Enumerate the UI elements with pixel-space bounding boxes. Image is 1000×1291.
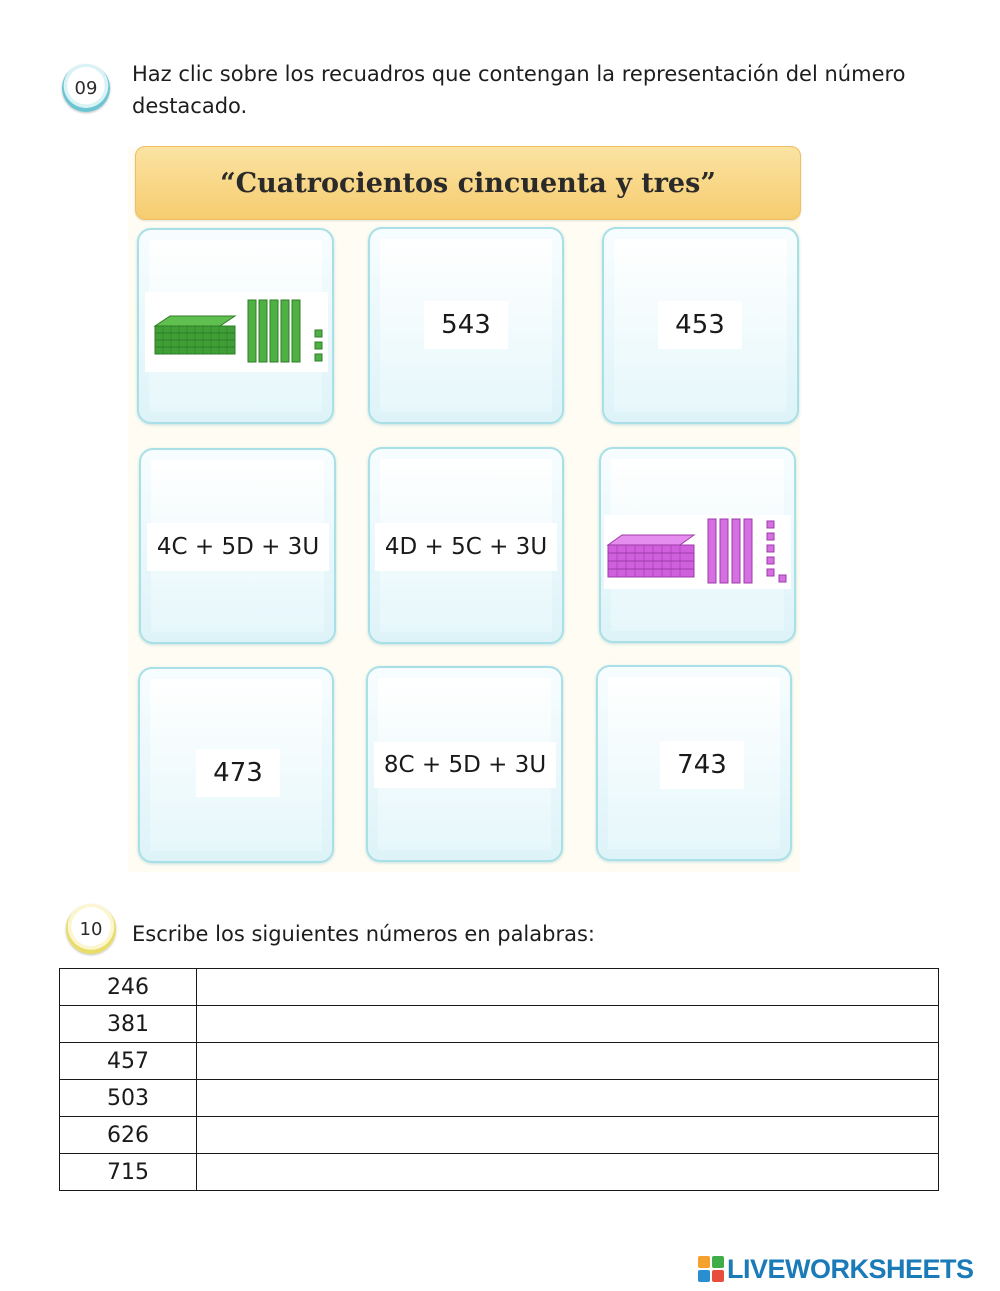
purple-blocks-svg xyxy=(604,515,791,589)
number-cell: 246 xyxy=(60,969,197,1006)
logo-text: LIVEWORKSHEETS xyxy=(727,1253,974,1284)
option-card-8[interactable] xyxy=(366,666,563,862)
option-card-3-label: 453 xyxy=(658,301,742,349)
option-card-4-label: 4C + 5D + 3U xyxy=(147,523,329,571)
question-10-number: 10 xyxy=(79,918,103,940)
option-card-5-label: 4D + 5C + 3U xyxy=(375,523,557,571)
option-card-5[interactable] xyxy=(368,447,564,644)
answer-field[interactable] xyxy=(197,1006,939,1043)
number-cell: 626 xyxy=(60,1117,197,1154)
question-9-number: 09 xyxy=(74,77,98,99)
answer-field[interactable] xyxy=(197,1154,939,1191)
option-card-9[interactable] xyxy=(596,665,792,861)
option-card-1[interactable] xyxy=(137,228,334,424)
liveworksheets-logo xyxy=(698,1252,974,1286)
answer-field[interactable] xyxy=(197,1080,939,1117)
number-cell: 457 xyxy=(60,1043,197,1080)
green-unit-cubes xyxy=(315,330,322,361)
option-card-2[interactable] xyxy=(368,227,564,424)
number-cell: 381 xyxy=(60,1006,197,1043)
purple-hundreds-stack xyxy=(608,535,694,577)
option-card-7[interactable] xyxy=(138,667,334,863)
question-10-badge xyxy=(66,904,116,954)
table-row xyxy=(60,1080,939,1117)
option-card-6[interactable] xyxy=(599,447,796,643)
purple-tens-rods xyxy=(708,519,752,583)
number-cell: 503 xyxy=(60,1080,197,1117)
option-card-4[interactable] xyxy=(139,448,336,644)
purple-unit-cubes xyxy=(767,521,786,582)
answer-field[interactable] xyxy=(197,1117,939,1154)
question-10-instruction: Escribe los siguientes números en palabras: xyxy=(132,922,595,946)
numbers-to-words-table xyxy=(59,968,939,1191)
highlighted-number-title: “Cuatrocientos cincuenta y tres” xyxy=(135,146,801,220)
answer-field[interactable] xyxy=(197,969,939,1006)
table-row xyxy=(60,1154,939,1191)
table-row xyxy=(60,969,939,1006)
table-row xyxy=(60,1043,939,1080)
table-row xyxy=(60,1117,939,1154)
option-card-2-label: 543 xyxy=(424,301,508,349)
option-card-8-label: 8C + 5D + 3U xyxy=(374,742,556,788)
logo-grid-icon xyxy=(698,1256,724,1282)
number-cell: 715 xyxy=(60,1154,197,1191)
purple-base-ten-blocks-image xyxy=(604,515,791,589)
option-card-3[interactable] xyxy=(602,227,799,424)
question-9-badge xyxy=(62,64,110,112)
answer-field[interactable] xyxy=(197,1043,939,1080)
green-hundreds-stack xyxy=(155,316,235,354)
table-row xyxy=(60,1006,939,1043)
question-9-instruction: Haz clic sobre los recuadros que contengan la representación del número destacado. xyxy=(132,62,906,118)
green-tens-rods xyxy=(248,300,300,362)
green-blocks-svg xyxy=(145,292,328,372)
option-card-7-label: 473 xyxy=(196,749,280,797)
green-base-ten-blocks-image xyxy=(145,292,328,372)
option-card-9-label: 743 xyxy=(660,741,744,789)
